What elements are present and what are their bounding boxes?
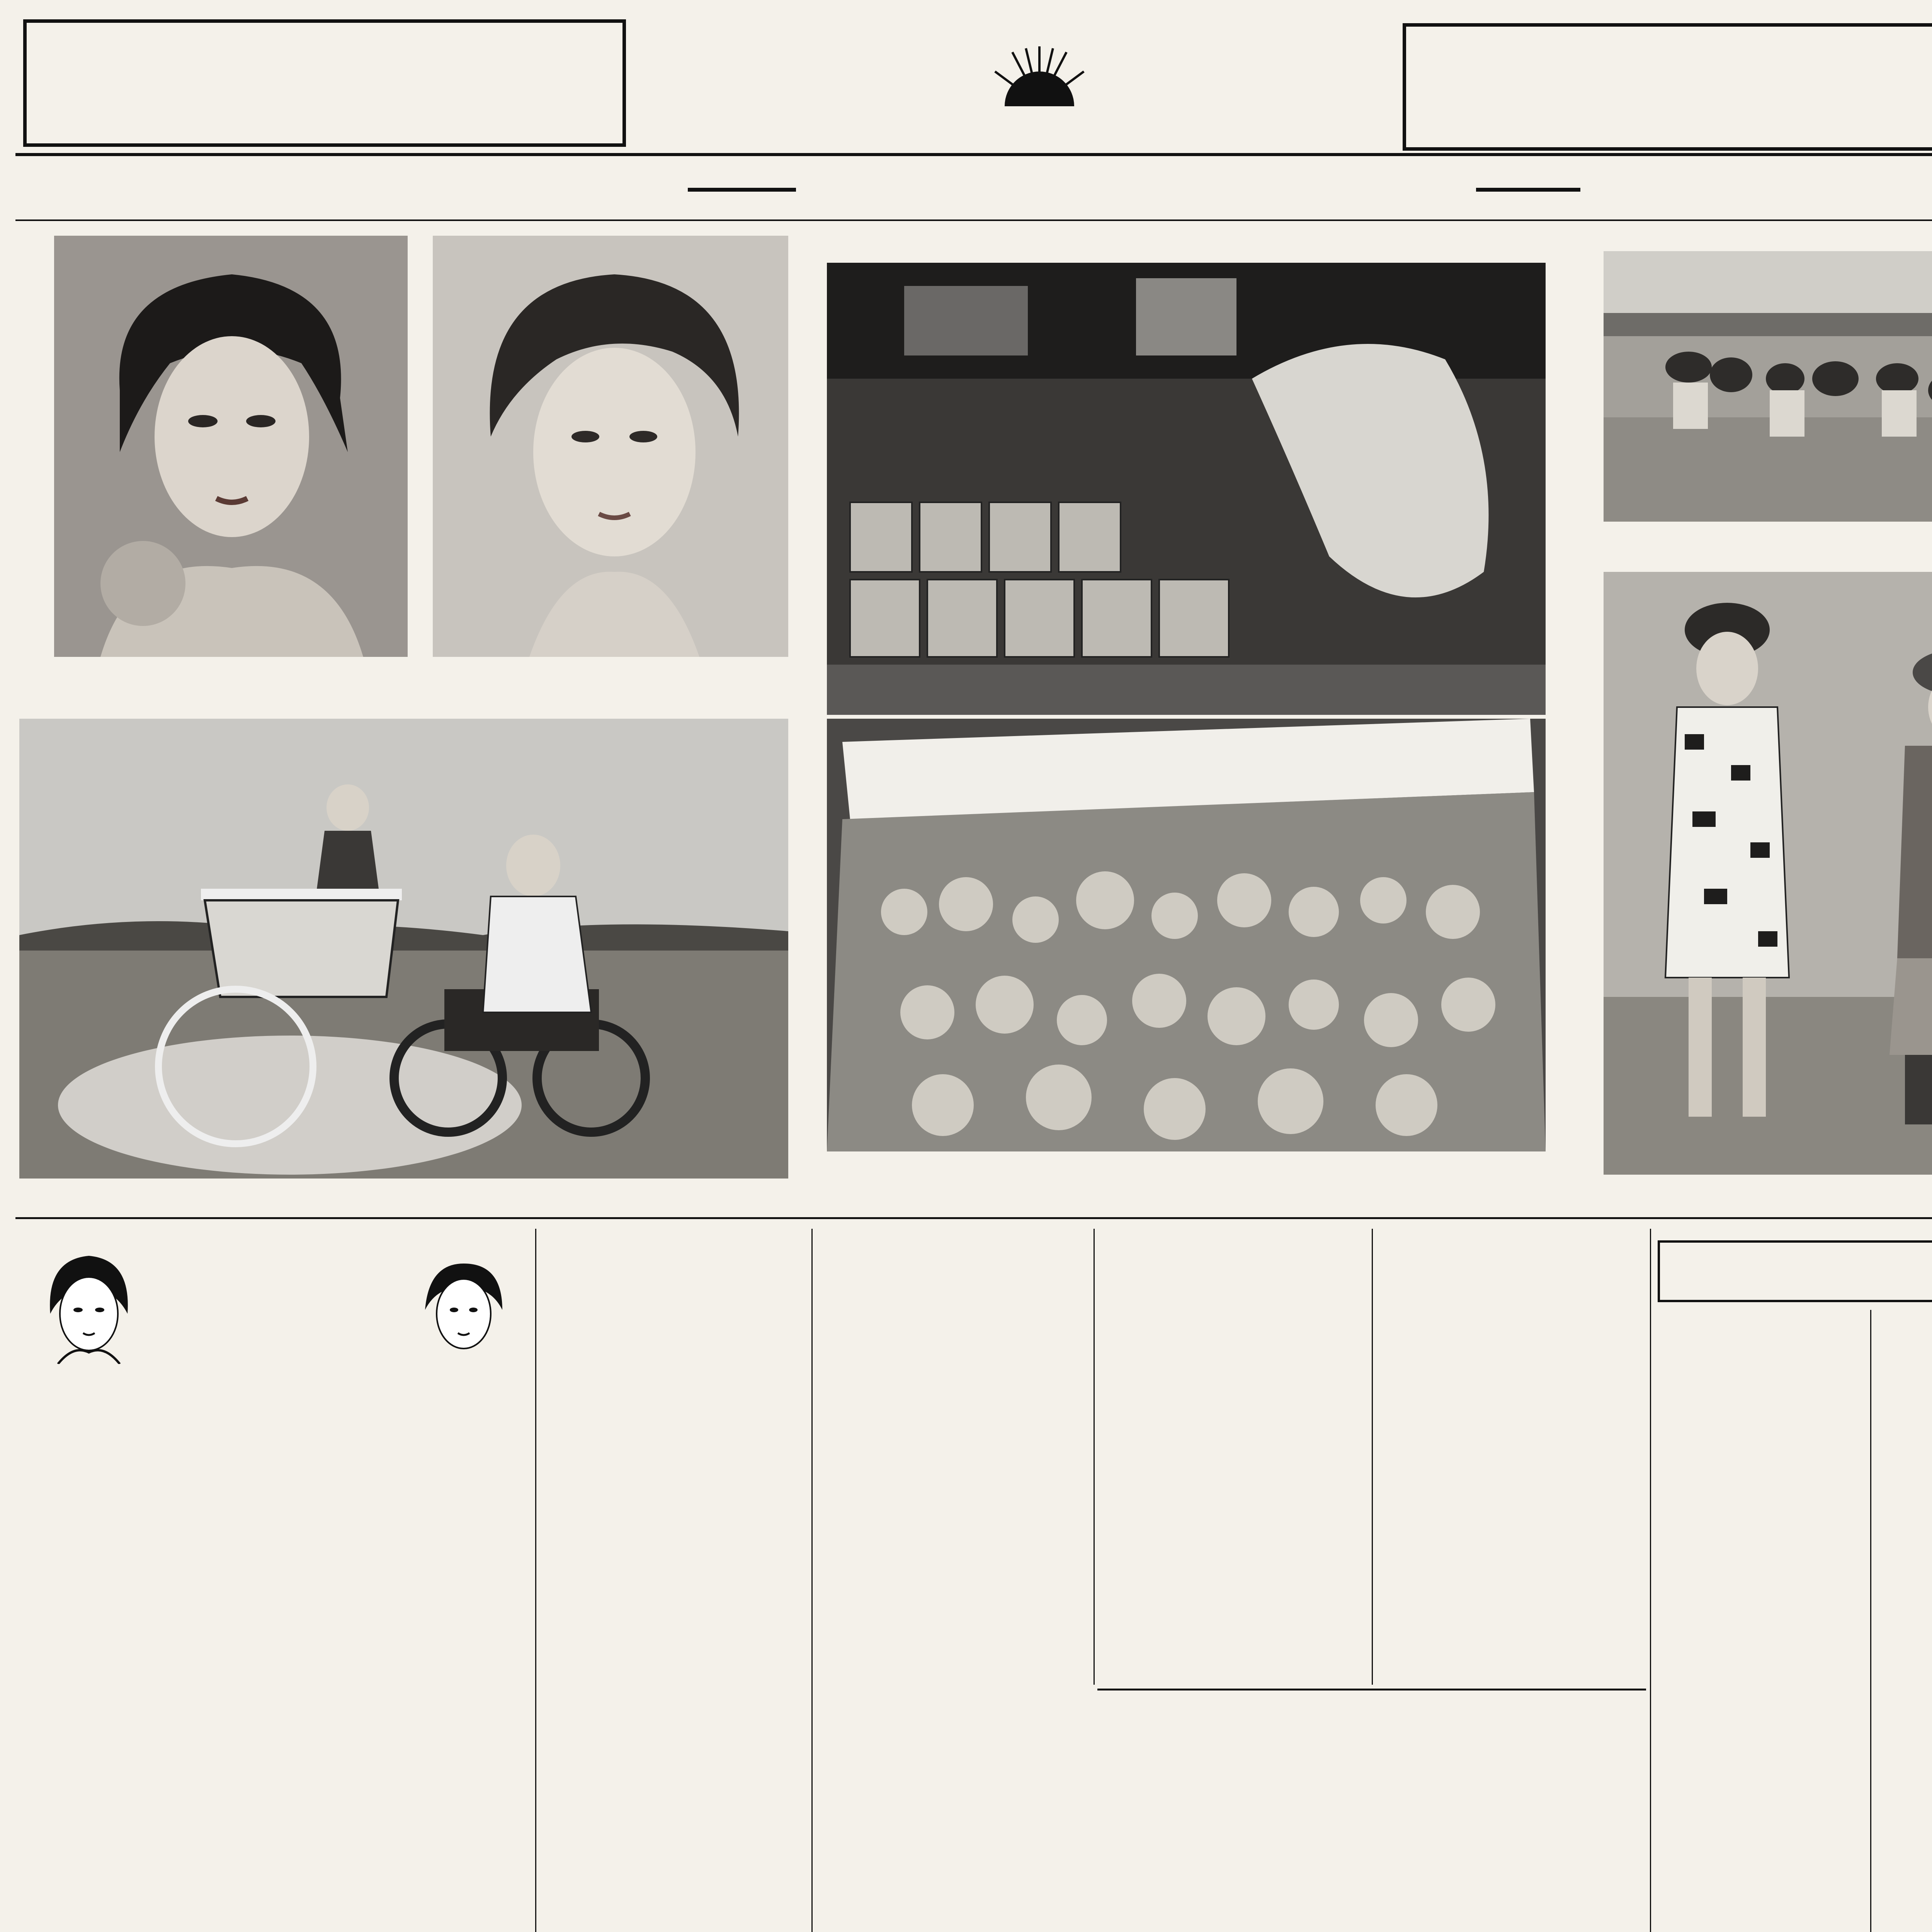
goggles-ad [1403,23,1932,151]
col-rule [1650,1229,1651,1932]
serial-column-1 [31,1445,526,1932]
col-rule [1372,1229,1373,1685]
province-column-1 [1658,1310,1866,1932]
photo-miss-dare [433,236,788,657]
province-column-2 [1876,1310,1932,1932]
serial-header [23,1233,526,1434]
photo-miss-phillips [54,236,408,657]
editorial-top-rule [1097,1689,1646,1690]
photo-waikato-hall [827,263,1546,715]
portrait-illustration-icon [35,1248,143,1364]
banner-dash-1 [688,188,796,192]
portrait-illustration-2-icon [413,1256,514,1364]
patchquick-ad [23,19,626,147]
serial-column-5 [1378,1229,1644,1646]
photo-le-dernier-cri [1604,572,1932,1175]
serial-column-4 [1101,1229,1368,1685]
masthead-title-block [703,23,1376,147]
photo-boadicea [19,719,788,1179]
banner-rule [15,219,1932,221]
col-rule [535,1229,536,1932]
photo-concentration [1604,251,1932,522]
sunrise-emblem-icon [989,43,1090,108]
banner-dash-2 [1476,188,1580,192]
serial-column-3 [819,1229,1090,1932]
photo-waikato-exhibit [827,719,1546,1151]
serial-column-2 [541,1445,808,1932]
col-rule [1870,1310,1871,1932]
province-header-box [1658,1240,1932,1302]
col-rule [811,1229,813,1932]
col-rule [1094,1229,1095,1685]
masthead-rule [15,153,1932,156]
section-rule [15,1217,1932,1219]
editorial-body [1101,1797,1642,1932]
